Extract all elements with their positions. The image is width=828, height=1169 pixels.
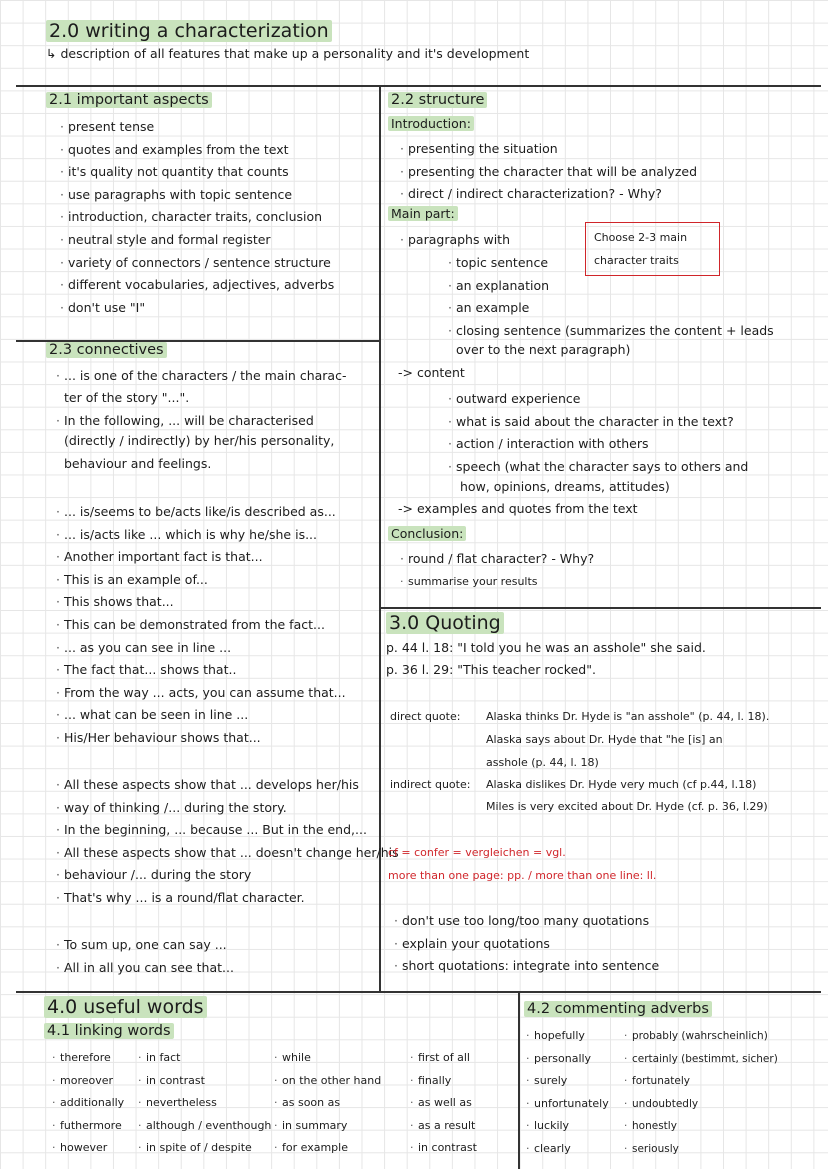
commenting-col-1	[526, 1025, 609, 1161]
indirect-quote-1: Alaska dislikes Dr. Hyde very much (cf p.44, l.18)	[486, 778, 757, 791]
list-item: · This shows that...	[56, 591, 346, 614]
list-item: · All these aspects show that ... doesn't change her/his	[56, 842, 399, 865]
list-item: · moreover	[52, 1070, 124, 1093]
conclusion-list	[400, 547, 594, 593]
list-item: · seriously	[624, 1138, 778, 1161]
list-item: · luckily	[526, 1115, 609, 1138]
pages-note: more than one page: pp. / more than one line: ll.	[388, 869, 657, 882]
list-item: · closing sentence (summarizes the content + leads	[448, 320, 774, 343]
divider-right-mid	[380, 607, 821, 609]
intro-label: Introduction:	[388, 116, 474, 131]
page-subtitle: ↳ description of all features that make up a personality and it's development	[46, 46, 530, 61]
list-item: · variety of connectors / sentence structure	[60, 252, 334, 275]
divider-top	[16, 85, 821, 87]
divider-bottom	[16, 991, 821, 993]
list-item: · presenting the situation	[400, 138, 697, 161]
list-item: · in fact	[138, 1047, 271, 1070]
list-item: · finally	[410, 1070, 477, 1093]
connectives-heading: 2.3 connectives	[46, 342, 167, 358]
list-item: · ... as you can see in line ...	[56, 637, 346, 660]
indirect-quote-2: Miles is very excited about Dr. Hyde (cf. p. 36, l.29)	[486, 800, 768, 813]
list-item: · don't use "I"	[60, 297, 334, 320]
list-item: · in summary	[274, 1115, 381, 1138]
linking-col-2	[138, 1047, 271, 1160]
linking-words-heading: 4.1 linking words	[44, 1023, 174, 1039]
list-item: · This can be demonstrated from the fact...	[56, 614, 346, 637]
direct-quote-3: asshole (p. 44, l. 18)	[486, 756, 599, 769]
list-item: · direct / indirect characterization? - Why?	[400, 183, 697, 206]
traits-box-line1: Choose 2-3 main	[594, 231, 688, 244]
list-item: · therefore	[52, 1047, 124, 1070]
list-item: · present tense	[60, 116, 334, 139]
list-item: · topic sentence	[448, 252, 774, 275]
useful-words-heading: 4.0 useful words	[44, 996, 207, 1018]
commenting-col-2	[624, 1025, 778, 1161]
linking-col-3	[274, 1047, 381, 1160]
list-item: · in contrast	[410, 1137, 477, 1160]
sub-item-continuation: over to the next paragraph)	[456, 342, 631, 357]
list-item: · don't use too long/too many quotations	[394, 910, 659, 933]
list-item: · explain your quotations	[394, 933, 659, 956]
list-item: · honestly	[624, 1115, 778, 1138]
traits-box-line2: character traits	[594, 254, 679, 267]
connectives-block2	[56, 501, 346, 750]
list-item: · presenting the character that will be analyzed	[400, 161, 697, 184]
content-list	[448, 388, 748, 478]
list-item: · additionally	[52, 1092, 124, 1115]
list-item: · personally	[526, 1048, 609, 1071]
list-item: · action / interaction with others	[448, 433, 748, 456]
list-item: · This is an example of...	[56, 569, 346, 592]
list-item: · outward experience	[448, 388, 748, 411]
list-item: · while	[274, 1047, 381, 1070]
list-item: · as well as	[410, 1092, 477, 1115]
list-item: · probably (wahrscheinlich)	[624, 1025, 778, 1048]
direct-quote-2: Alaska says about Dr. Hyde that "he [is] an	[486, 733, 723, 746]
linking-col-4	[410, 1047, 477, 1160]
list-item: · Another important fact is that...	[56, 546, 346, 569]
list-item: · although / eventhough	[138, 1115, 271, 1138]
quote-example-2: p. 36 l. 29: "This teacher rocked".	[386, 662, 596, 677]
conclusion-label: Conclusion:	[388, 526, 466, 541]
quote-example-1: p. 44 l. 18: "I told you he was an asshole" she said.	[386, 640, 706, 655]
connectives-block1-cont2: (directly / indirectly) by her/his personality,	[64, 433, 335, 448]
connectives-block4	[56, 934, 234, 979]
important-aspects-heading: 2.1 important aspects	[46, 92, 212, 108]
list-item: · clearly	[526, 1138, 609, 1161]
list-item: · His/Her behaviour shows that...	[56, 727, 346, 750]
list-item: · behaviour /... during the story	[56, 864, 399, 887]
quoting-tips	[394, 910, 659, 978]
examples-line: -> examples and quotes from the text	[398, 501, 638, 516]
list-item: · The fact that... shows that..	[56, 659, 346, 682]
list-item: · an explanation	[448, 275, 774, 298]
list-item: · use paragraphs with topic sentence	[60, 184, 334, 207]
list-item: · in contrast	[138, 1070, 271, 1093]
list-item: · an example	[448, 297, 774, 320]
page-title: 2.0 writing a characterization	[46, 20, 332, 42]
paragraphs-list	[400, 229, 510, 252]
direct-quote-1: Alaska thinks Dr. Hyde is "an asshole" (p. 44, l. 18).	[486, 710, 770, 723]
list-item: · quotes and examples from the text	[60, 139, 334, 162]
list-item: · ... is/acts like ... which is why he/she is...	[56, 524, 346, 547]
divider-bottom-vertical	[518, 991, 520, 1169]
list-item: · way of thinking /... during the story.	[56, 797, 399, 820]
list-item: · first of all	[410, 1047, 477, 1070]
list-item: · hopefully	[526, 1025, 609, 1048]
indirect-quote-label: indirect quote:	[390, 778, 471, 791]
list-item: · short quotations: integrate into sentence	[394, 955, 659, 978]
connectives-block1b	[56, 410, 314, 433]
connectives-block3	[56, 774, 399, 910]
list-item: · To sum up, one can say ...	[56, 934, 234, 957]
list-item: · it's quality not quantity that counts	[60, 161, 334, 184]
list-item: · round / flat character? - Why?	[400, 547, 594, 570]
quoting-heading: 3.0 Quoting	[386, 612, 504, 634]
connectives-block1-cont3: behaviour and feelings.	[64, 456, 212, 471]
list-item: · speech (what the character says to others and	[448, 456, 748, 479]
list-item: · fortunately	[624, 1070, 778, 1093]
content-label: -> content	[398, 365, 465, 380]
list-item: · however	[52, 1137, 124, 1160]
list-item: · for example	[274, 1137, 381, 1160]
list-item: · on the other hand	[274, 1070, 381, 1093]
list-item: · surely	[526, 1070, 609, 1093]
important-aspects-list	[60, 116, 334, 319]
list-item: · ... what can be seen in line ...	[56, 704, 346, 727]
list-item: · ... is/seems to be/acts like/is described as...	[56, 501, 346, 524]
direct-quote-label: direct quote:	[390, 710, 461, 723]
list-item: · unfortunately	[526, 1093, 609, 1116]
list-item: · nevertheless	[138, 1092, 271, 1115]
list-item: · introduction, character traits, conclusion	[60, 206, 334, 229]
list-item: · different vocabularies, adjectives, adverbs	[60, 274, 334, 297]
list-item: · In the following, ... will be characterised	[56, 410, 314, 433]
list-item: · summarise your results	[400, 570, 594, 593]
list-item: · as a result	[410, 1115, 477, 1138]
intro-list	[400, 138, 697, 206]
list-item: · what is said about the character in the text?	[448, 411, 748, 434]
list-item: · in spite of / despite	[138, 1137, 271, 1160]
list-item: · futhermore	[52, 1115, 124, 1138]
main-part-label: Main part:	[388, 206, 458, 221]
list-item: · In the beginning, ... because ... But in the end,...	[56, 819, 399, 842]
connectives-block1	[56, 365, 346, 388]
list-item: · certainly (bestimmt, sicher)	[624, 1048, 778, 1071]
list-item: · as soon as	[274, 1092, 381, 1115]
list-item: · paragraphs with	[400, 229, 510, 252]
list-item: · neutral style and formal register	[60, 229, 334, 252]
list-item: · undoubtedly	[624, 1093, 778, 1116]
list-item: · ... is one of the characters / the main charac-	[56, 365, 346, 388]
commenting-adverbs-heading: 4.2 commenting adverbs	[524, 1001, 712, 1017]
list-item: · That's why ... is a round/flat character.	[56, 887, 399, 910]
list-item: · All these aspects show that ... develops her/his	[56, 774, 399, 797]
connectives-block1-cont1: ter of the story "...".	[64, 390, 190, 405]
list-item: · From the way ... acts, you can assume that...	[56, 682, 346, 705]
structure-heading: 2.2 structure	[388, 92, 487, 108]
list-item: · All in all you can see that...	[56, 957, 234, 980]
linking-col-1	[52, 1047, 124, 1160]
cf-note: cf = confer = vergleichen = vgl.	[388, 846, 566, 859]
content-continuation: how, opinions, dreams, attitudes)	[460, 479, 670, 494]
